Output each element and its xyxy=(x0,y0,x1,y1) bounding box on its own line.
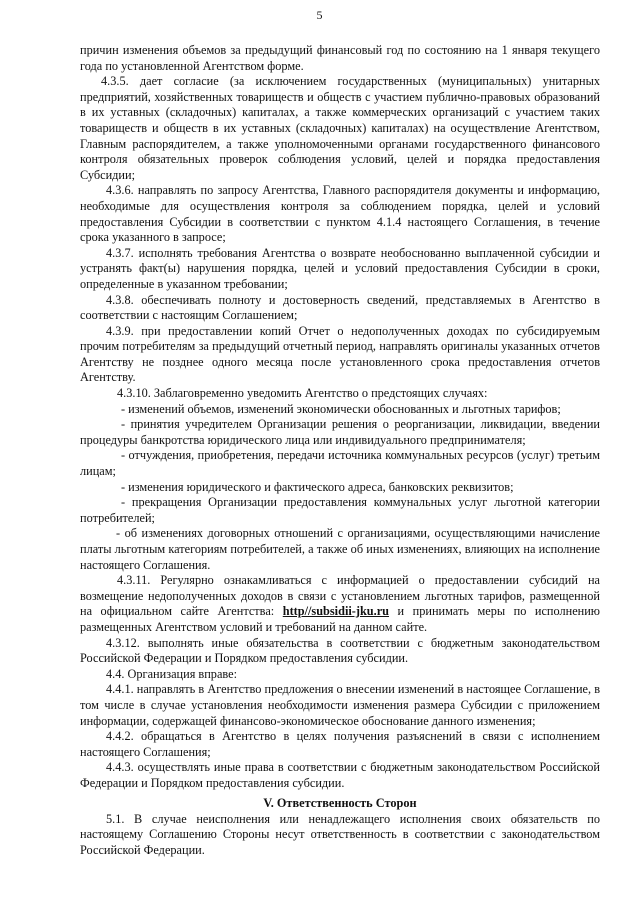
paragraph-5-1: 5.1. В случае неисполнения или ненадлежащего исполнения своих обязательств по настоящему Соглашению Стороны несут ответственность в соответствии с законодательством Российской Федерации. xyxy=(80,811,600,857)
list-item-termination: - прекращения Организации предоставления коммунальных услуг льготной категории потребителей; xyxy=(80,495,600,525)
paragraph-4-3-10: 4.3.10. Заблаговременно уведомить Агентство о предстоящих случаях: xyxy=(117,386,488,401)
page-number: 5 xyxy=(316,8,323,22)
paragraph-4-4-1: 4.4.1. направлять в Агентство предложения о внесении изменений в настоящее Соглашение, в том числе в случае установления необходимости изменения размера Субсидии с приложением информации, содержащей финансово-экономическое обоснование данного изменения; xyxy=(80,682,600,728)
list-item-alienation: - отчуждения, приобретения, передачи источника коммунальных ресурсов (услуг) третьим лицам; xyxy=(80,448,600,479)
paragraph-4-3-12: 4.3.12. выполнять иные обязательства в соответствии с бюджетным законодательством Российской Федерации и Порядком предоставления субсидии. xyxy=(80,635,600,666)
paragraph-4-3-9: 4.3.9. при предоставлении копий Отчет о недополученных доходах по субсидируемым прочим потребителям за предыдущий отчетный период, направлять оригиналы указанных отчетов Агентству не позднее одного месяца после установленного срока предоставления отчетов Агентству. xyxy=(80,323,600,385)
section-5-title: V. Ответственность Сторон xyxy=(263,796,417,810)
paragraph-4-4-2: 4.4.2. обращаться в Агентство в целях получения разъяснений в связи с исполнением настоящего Соглашения; xyxy=(80,729,600,759)
paragraph-continuation: причин изменения объемов за предыдущий финансовый год по состоянию на 1 января текущего года по установленной Агентством форме. xyxy=(80,43,600,73)
document-body xyxy=(80,43,600,792)
website-link[interactable]: http//subsidii-jku.ru xyxy=(282,604,390,619)
list-item-address: - изменения юридического и фактического адреса, банковских реквизитов; xyxy=(121,479,514,494)
paragraph-4-3-11 xyxy=(80,573,600,635)
paragraph-4-4-3: 4.4.3. осуществлять иные права в соответствии с бюджетным законодательством Российской Федерации и Порядком предоставления субсидии. xyxy=(80,760,600,790)
paragraph-4-3-11-text-a: 4.3.11. Регулярно ознакамливаться с информацией о предоставлении субсидий на возмещение недополученных доходов в связи с установлением льготных тарифов, размещенной на официальном сайте Агентства: xyxy=(80,573,600,619)
paragraph-4-3-7: 4.3.7. исполнять требования Агентства о возврате необоснованно выплаченной субсидии и устранять факт(ы) нарушения порядка, целей и условий предоставления Субсидии в сроки, определенные в указанном требовании; xyxy=(80,245,600,291)
paragraph-4-3-8: 4.3.8. обеспечивать полноту и достоверность сведений, представляемых в Агентство в соответствии с настоящим Соглашением; xyxy=(80,292,600,323)
list-item-contracts: - об изменениях договорных отношений с организациями, осуществляющими начисление платы льготным категориям потребителей, а также об иных изменениях, влияющих на исполнение настоящего Соглашения. xyxy=(80,526,600,572)
list-item-reorganization: - принятия учредителем Организации решения о реорганизации, ликвидации, введении процедуры банкротства юридического лица или индивидуального предпринимателя; xyxy=(80,417,600,447)
paragraph-4-4: 4.4. Организация вправе: xyxy=(106,666,238,681)
list-item-tariffs: - изменений объемов, изменений экономически обоснованных и льготных тарифов; xyxy=(121,401,561,416)
paragraph-4-3-6: 4.3.6. направлять по запросу Агентства, Главного распорядителя документы и информацию, необходимые для осуществления контроля за соблюдением порядка, целей и условий предоставления Субсидии в соответствии с пунктом 4.1.4 настоящего Соглашения, в течение срока указанного в запросе; xyxy=(80,183,600,245)
paragraph-4-3-5: 4.3.5. дает согласие (за исключением государственных (муниципальных) унитарных предприятий, хозяйственных товариществ и обществ с участием публично-правовых образований в их уставных (складочных) капиталах, а также коммерческих организаций с участием таких товариществ и обществ в их уставных (складочных) капиталах) на осуществление Агентством, Главным распорядителем, а также уполномоченными органами государственного финансового контроля обязательных проверок соблюдения условий, целей и порядка предоставления Субсидии; xyxy=(80,74,600,182)
paragraph-4-3-11-text-b: и принимать меры по исполнению размещенных Агентством условий и требований на данном сайте. xyxy=(80,604,600,634)
section-5 xyxy=(80,796,600,858)
